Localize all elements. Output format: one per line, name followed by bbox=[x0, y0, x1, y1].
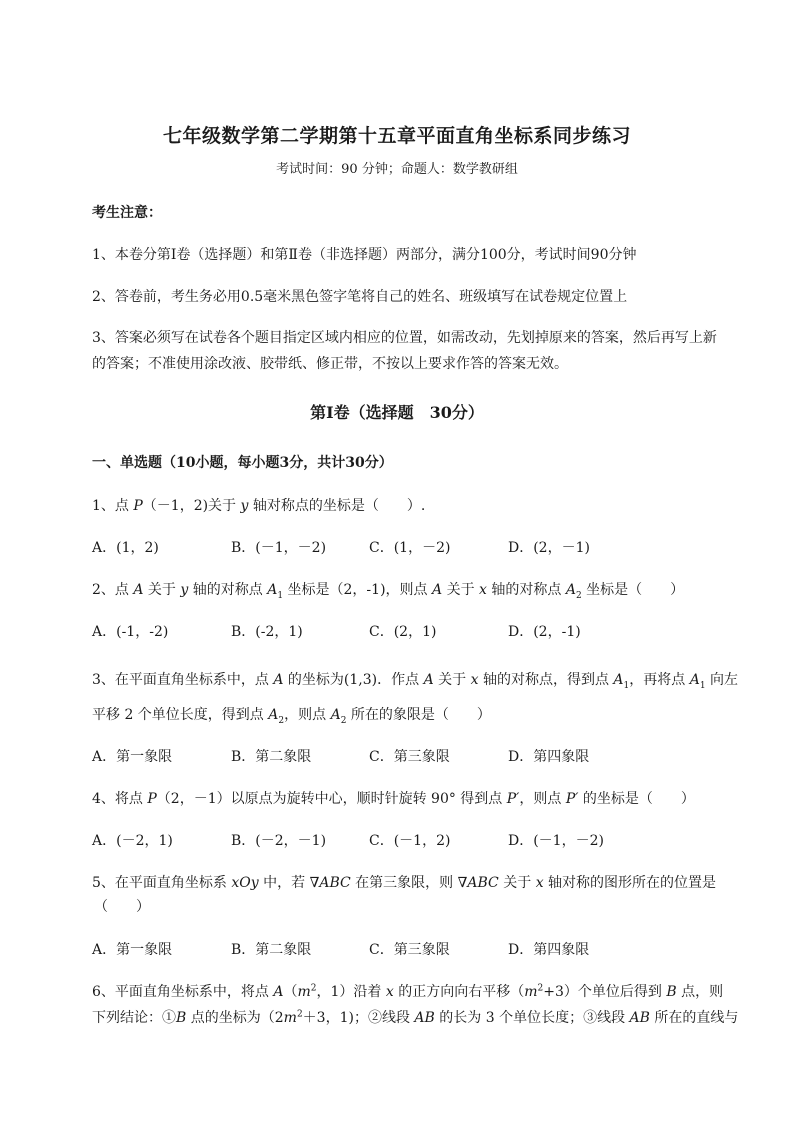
section-title: 第Ⅰ卷（选择题 30分） bbox=[310, 403, 484, 422]
q4-option-a[interactable]: A．(－2，1) bbox=[92, 833, 173, 849]
question-5: 5、在平面直角坐标系 xOy 中，若 ∇ABC 在第三象限，则 ∇ABC 关于 x 轴对称的图形所在的位置是 bbox=[92, 875, 717, 891]
notice-item-1: 1、本卷分第Ⅰ卷（选择题）和第Ⅱ卷（非选择题）两部分，满分100分，考试时间90分钟 bbox=[92, 247, 637, 263]
q1-option-d[interactable]: D．(2，－1) bbox=[508, 540, 590, 556]
question-5-answer-blank: （ ） bbox=[94, 899, 150, 915]
notice-item-3-cont: 的答案；不准使用涂改液、胶带纸、修正带，不按以上要求作答的答案无效。 bbox=[92, 356, 568, 372]
page-title: 七年级数学第二学期第十五章平面直角坐标系同步练习 bbox=[162, 125, 631, 147]
question-3: 3、在平面直角坐标系中，点 A 的坐标为(1,3)．作点 A 关于 x 轴的对称点，得到点 $A_1$，再将点 $A_1$ 向左 bbox=[92, 672, 739, 691]
question-6: 6、平面直角坐标系中，将点 $A(m^2$，1）沿着 x 的正方向向右平移$(m^2+3)$个单位后得到 B 点，则 bbox=[92, 983, 724, 1000]
q4-option-b[interactable]: B．(－2，－1) bbox=[231, 833, 327, 849]
q3-option-c[interactable]: C．第三象限 bbox=[369, 749, 450, 765]
notice-item-3: 3、答案必须写在试卷各个题目指定区域内相应的位置，如需改动，先划掉原来的答案，然后再写上新 bbox=[92, 330, 717, 346]
question-1: 1、点 P（－1，2)关于 y 轴对称点的坐标是（ ）. bbox=[92, 498, 426, 514]
q2-option-b[interactable]: B．(-2，1) bbox=[231, 624, 303, 640]
q3-option-d[interactable]: D．第四象限 bbox=[508, 749, 590, 765]
question-6-cont: 下列结论：①B 点的坐标为（$2m^2+3$，1)；②线段 AB 的长为 3 个单位长度；③线段 AB 所在的直线与 bbox=[92, 1009, 739, 1026]
q2-option-d[interactable]: D．(2，-1) bbox=[508, 624, 581, 640]
q3-option-a[interactable]: A．第一象限 bbox=[92, 749, 173, 765]
q2-option-a[interactable]: A．(-1，-2) bbox=[92, 624, 169, 640]
q5-option-b[interactable]: B．第二象限 bbox=[231, 942, 312, 958]
q3-option-b[interactable]: B．第二象限 bbox=[231, 749, 312, 765]
question-4: 4、将点 P（2，－1）以原点为旋转中心，顺时针旋转 90° 得到点 P′，则点 P′ 的坐标是（ ） bbox=[92, 791, 695, 807]
part-heading: 一、单选题（10小题，每小题3分，共计30分） bbox=[92, 455, 393, 471]
q1-option-a[interactable]: A．(1，2) bbox=[92, 540, 159, 556]
question-2: 2、点 A 关于 y 轴的对称点 $A_1$ 坐标是（2，-1)，则点 A 关于 x 轴的对称点 $A_2$ 坐标是（ ） bbox=[92, 582, 685, 601]
q4-option-c[interactable]: C．(－1，2) bbox=[369, 833, 451, 849]
question-3-cont: 平移 2 个单位长度，得到点 $A_2$，则点 $A_2$ 所在的象限是（ ） bbox=[92, 707, 491, 726]
exam-info: 考试时间：90 分钟；命题人：数学教研组 bbox=[276, 162, 518, 177]
q4-option-d[interactable]: D．(－1，－2) bbox=[508, 833, 604, 849]
q2-option-c[interactable]: C．(2，1) bbox=[369, 624, 437, 640]
q5-option-c[interactable]: C．第三象限 bbox=[369, 942, 450, 958]
q5-option-a[interactable]: A．第一象限 bbox=[92, 942, 173, 958]
q1-option-b[interactable]: B．(－1，－2) bbox=[231, 540, 327, 556]
notice-heading: 考生注意： bbox=[92, 205, 162, 221]
q1-option-c[interactable]: C．(1，－2) bbox=[369, 540, 451, 556]
q5-option-d[interactable]: D．第四象限 bbox=[508, 942, 590, 958]
notice-item-2: 2、答卷前，考生务必用0.5毫米黑色签字笔将自己的姓名、班级填写在试卷规定位置上 bbox=[92, 289, 628, 305]
